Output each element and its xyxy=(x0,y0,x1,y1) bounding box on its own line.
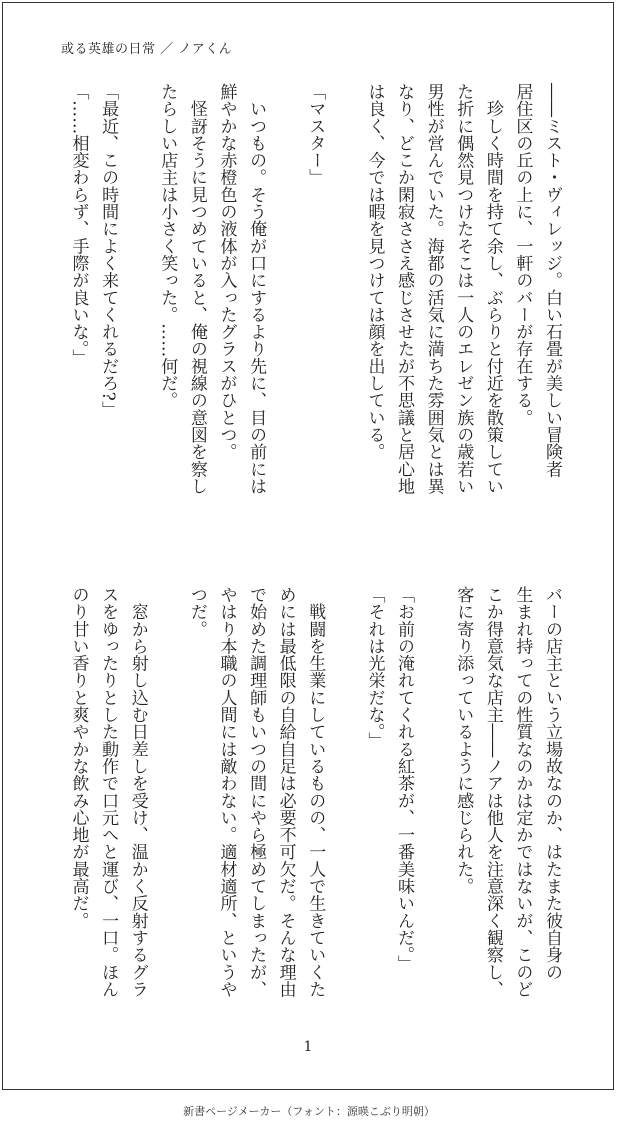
text-line: 居住区の丘の上に、一軒のバーが存在する。 xyxy=(512,83,533,426)
book-page xyxy=(2,2,614,1090)
text-line: こか得意気な店主――ノアは他人を注意深く観察し、 xyxy=(482,586,503,998)
page-number: 1 xyxy=(303,1039,313,1055)
text-line: 客に寄り添っているように感じられた。 xyxy=(453,586,474,895)
text-block-bottom xyxy=(56,586,566,1016)
text-line: バーの店主という立場故なのか、はたまた彼自身の xyxy=(542,586,562,981)
text-line: 珍しく時間を持て余し、ぶらりと付近を散策してい xyxy=(482,83,503,495)
text-line: 「それは光栄だな。」 xyxy=(364,586,385,749)
text-line: のり甘い香りと爽やかな飲み心地が最高だ。 xyxy=(68,586,89,929)
text-line: 「……相変わらず、手際が良いな。」 xyxy=(68,83,89,367)
text-line: いつもの。そう俺が口にするより先に、目の前には xyxy=(246,83,267,495)
text-line: ――ミスト・ヴィレッジ。白い石畳が美しい冒険者 xyxy=(542,83,562,478)
text-line: 「最近、この時間によく来てくれるだろ?」 xyxy=(98,83,119,419)
text-line: 鮮やかな赤橙色の液体が入ったグラスがひとつ。 xyxy=(216,83,237,461)
text-line: 男性が営んでいた。海都の活気に満ちた雰囲気とは異 xyxy=(423,83,444,495)
text-line: た折に偶然見つけたそこは一人のエレゼン族の歳若い xyxy=(453,83,474,495)
text-block-top xyxy=(56,83,566,548)
text-line: 窓から射し込む日差しを受け、温かく反射するグラ xyxy=(127,586,148,998)
running-title: 或る英雄の日常 ／ ノアくん xyxy=(61,42,233,57)
text-line: なり、どこか閑寂ささえ感じさせたが不思議と居心地 xyxy=(394,83,415,495)
text-line: 戦闘を生業にしているものの、一人で生きていくた xyxy=(305,586,326,998)
text-line: は良く、今では暇を見つけては顔を出している。 xyxy=(364,83,385,461)
footer-credit: 新書ページメーカー（フォント：源暎こぶり明朝） xyxy=(183,1105,435,1118)
text-line: スをゆったりとした動作で口元へと運び、一口。ほん xyxy=(98,586,119,998)
text-line: 「お前の淹れてくれる紅茶が、一番美味いんだ。」 xyxy=(394,586,415,972)
text-line: 生まれ持っての性質なのかは定かではないが、このど xyxy=(512,586,533,998)
text-line: つだ。 xyxy=(186,586,207,638)
text-line: めには最低限の自給自足は必要不可欠だ。そんな理由 xyxy=(275,586,296,998)
text-line: 「マスター」 xyxy=(305,83,326,186)
text-line: やはり本職の人間には敵わない。適材適所、というや xyxy=(216,586,237,998)
text-line: たらしい店主は小さく笑った。……何だ。 xyxy=(157,83,178,409)
text-line: 怪訝そうに見つめていると、俺の視線の意図を察し xyxy=(186,83,207,495)
text-line: で始めた調理師もいつの間にやら極めてしまったが、 xyxy=(246,586,267,998)
